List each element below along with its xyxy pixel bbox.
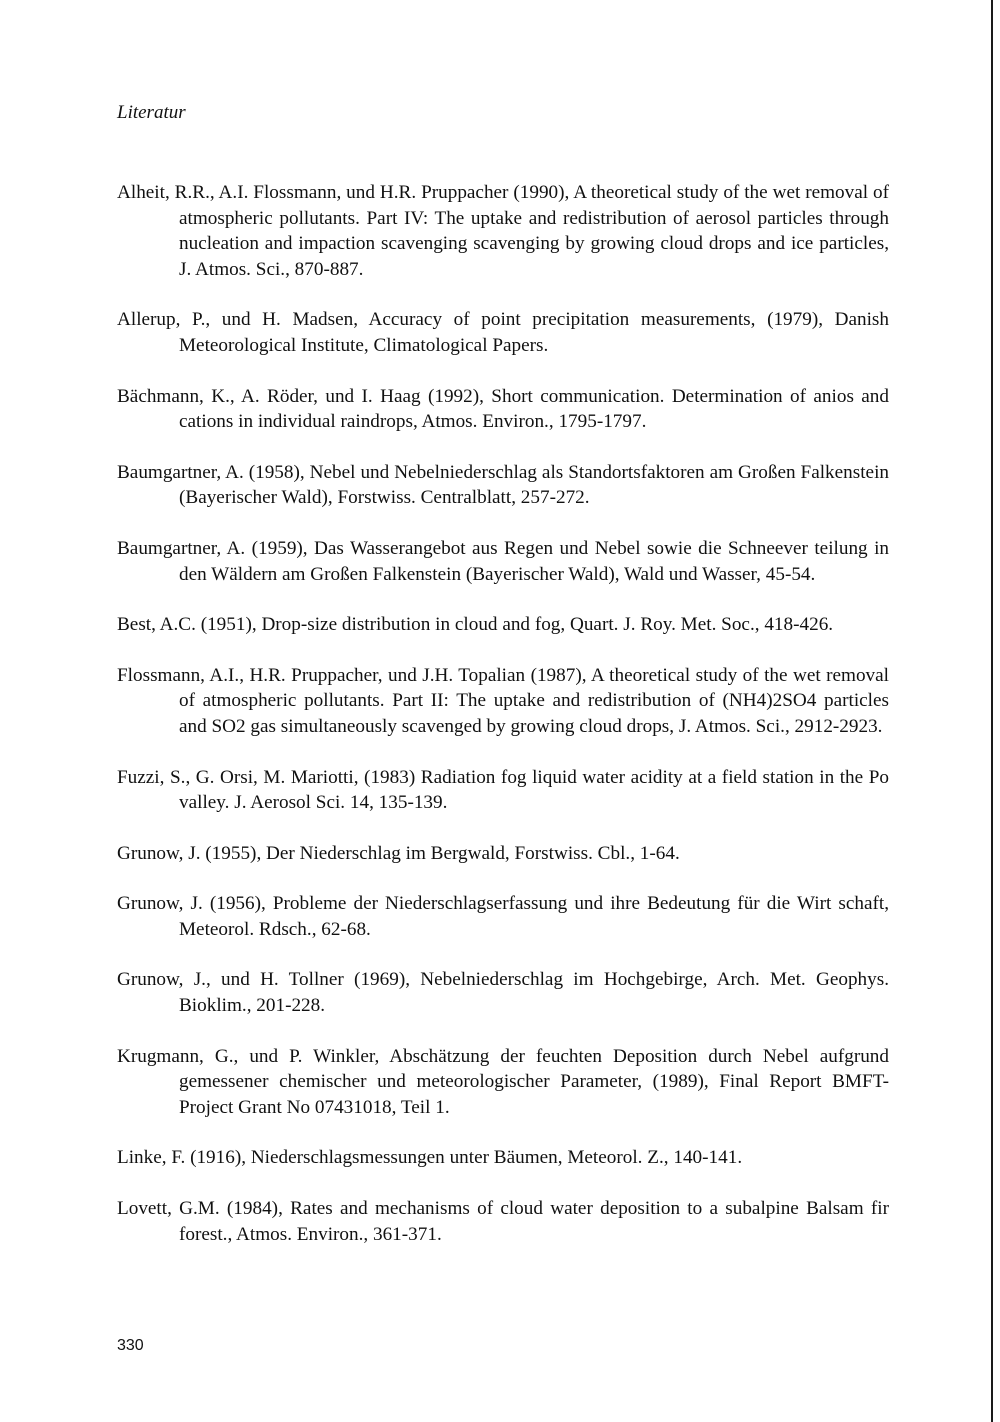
- page-header: Literatur: [117, 102, 186, 123]
- reference-entry: Lovett, G.M. (1984), Rates and mechanisms of cloud water deposition to a subalpine Balsam fir forest., Atmos. Environ., 361-371.: [117, 1198, 889, 1245]
- reference-entry: Best, A.C. (1951), Drop-size distribution in cloud and fog, Quart. J. Roy. Met. Soc., 418-426.: [117, 614, 834, 636]
- reference-entry: Bächmann, K., A. Röder, und I. Haag (1992), Short communication. Determination of anios and cations in individual raindrops, Atmos. Environ., 1795-1797.: [117, 385, 889, 433]
- page-edge-rule: [991, 0, 993, 1422]
- reference-list: [117, 180, 889, 1272]
- page-number: 330: [117, 1337, 144, 1354]
- reference-entry: Alheit, R.R., A.I. Flossmann, und H.R. Pruppacher (1990), A theoretical study of the wet removal of atmospheric pollutants. Part IV: The uptake and redistribution of aerosol particles through nucleation and impaction scavenging scavenging by growing cloud drops and ice particles, J. Atmos. Sci., 870-887.: [117, 182, 889, 280]
- reference-entry: Allerup, P., und H. Madsen, Accuracy of point precipitation measurements, (1979), Danish Meteorological Institute, Climatological Papers.: [117, 309, 889, 356]
- reference-entry: Grunow, J., und H. Tollner (1969), Nebelniederschlag im Hochgebirge, Arch. Met. Geophys. Bioklim., 201-228.: [117, 969, 889, 1017]
- reference-entry: Fuzzi, S., G. Orsi, M. Mariotti, (1983) Radiation fog liquid water acidity at a field station in the Po valley. J. Aerosol Sci. 14, 135-139.: [117, 766, 889, 814]
- reference-entry: Linke, F. (1916), Niederschlagsmessungen unter Bäumen, Meteorol. Z., 140-141.: [117, 1147, 743, 1169]
- reference-entry: Baumgartner, A. (1958), Nebel und Nebelniederschlag als Standortsfaktoren am Großen Falkenstein (Bayerischer Wald), Forstwiss. Centralblatt, 257-272.: [117, 461, 889, 509]
- reference-entry: Krugmann, G., und P. Winkler, Abschätzung der feuchten Deposition durch Nebel aufgrund gemessener chemischer und meteorologischer Parameter, (1989), Final Report BMFT-Project Grant No 07431018, Teil 1.: [117, 1045, 889, 1118]
- reference-entry: Flossmann, A.I., H.R. Pruppacher, und J.H. Topalian (1987), A theoretical study of the wet removal of atmospheric pollutants. Part II: The uptake and redistribution of (NH4)2SO4 particles and SO2 gas simultaneously scavenged by growing cloud drops, J. Atmos. Sci., 2912-2923.: [117, 664, 889, 737]
- reference-entry: Grunow, J. (1955), Der Niederschlag im Bergwald, Forstwiss. Cbl., 1-64.: [117, 842, 680, 864]
- reference-entry: Baumgartner, A. (1959), Das Wasserangebot aus Regen und Nebel sowie die Schneever teilung in den Wäldern am Großen Falkenstein (Bayerischer Wald), Wald und Wasser, 45-54.: [117, 537, 889, 585]
- reference-entry: Grunow, J. (1956), Probleme der Niederschlagserfassung und ihre Bedeutung für die Wirt schaft, Meteorol. Rdsch., 62-68.: [117, 893, 889, 940]
